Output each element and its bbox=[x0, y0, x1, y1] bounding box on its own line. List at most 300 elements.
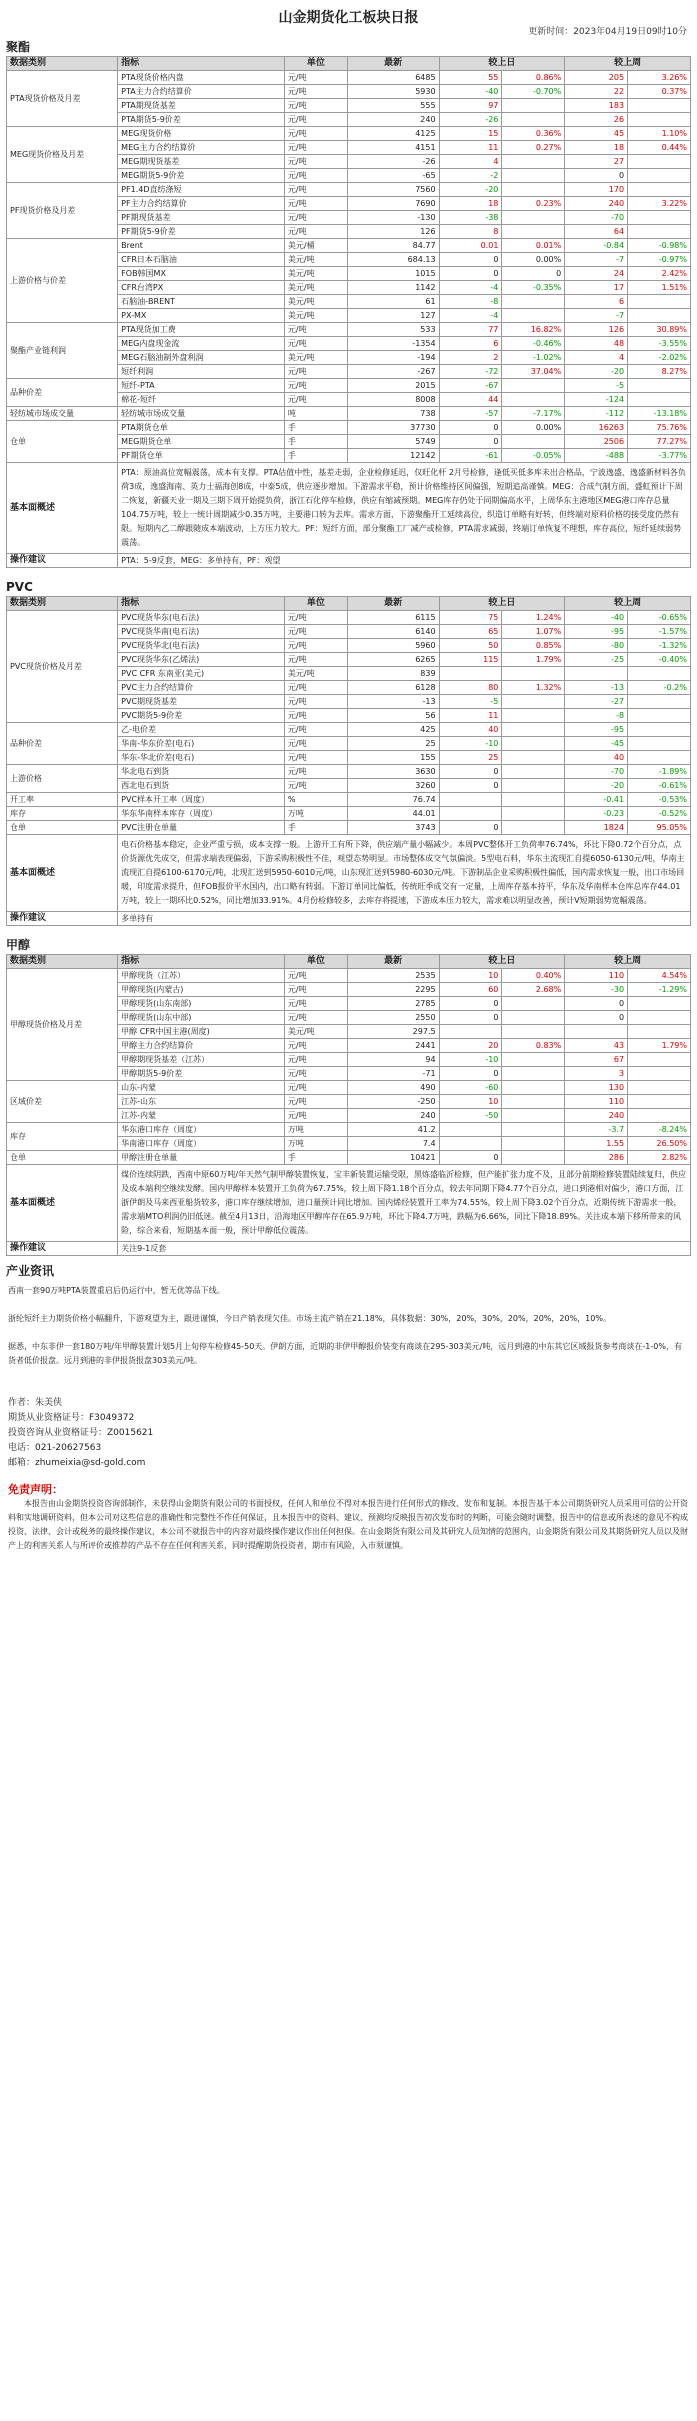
latest-value: 4125 bbox=[347, 127, 439, 141]
category-cell: PTA现货价格及月差 bbox=[7, 71, 118, 127]
latest-value: 155 bbox=[347, 751, 439, 765]
day-change: -40 bbox=[439, 85, 502, 99]
indicator-cell: PTA期现货基差 bbox=[118, 99, 285, 113]
latest-value: 4151 bbox=[347, 141, 439, 155]
suggest-text: 关注9-1反套 bbox=[118, 1242, 691, 1256]
week-change-pct bbox=[628, 295, 691, 309]
unit-cell: 元/吨 bbox=[284, 323, 347, 337]
day-change bbox=[439, 1137, 502, 1151]
column-header: 较上日 bbox=[439, 57, 565, 71]
latest-value: 6115 bbox=[347, 611, 439, 625]
category-cell: 品种价差 bbox=[7, 723, 118, 765]
week-change-pct: 30.89% bbox=[628, 323, 691, 337]
unit-cell: 元/吨 bbox=[284, 997, 347, 1011]
category-cell: 区域价差 bbox=[7, 1081, 118, 1123]
indicator-cell: 甲醇现货(山东南部) bbox=[118, 997, 285, 1011]
week-change-pct bbox=[628, 169, 691, 183]
week-change: -5 bbox=[565, 379, 628, 393]
day-change: 0 bbox=[439, 267, 502, 281]
day-change: -4 bbox=[439, 281, 502, 295]
indicator-cell: 华北电石到货 bbox=[118, 765, 285, 779]
day-change: 55 bbox=[439, 71, 502, 85]
latest-value: 1015 bbox=[347, 267, 439, 281]
author-line: 电话：021-20627563 bbox=[8, 1443, 102, 1453]
day-change: 11 bbox=[439, 709, 502, 723]
day-change: 4 bbox=[439, 155, 502, 169]
summary-row bbox=[7, 1165, 691, 1242]
day-change-pct bbox=[502, 1151, 565, 1165]
week-change: -124 bbox=[565, 393, 628, 407]
week-change-pct: -13.18% bbox=[628, 407, 691, 421]
day-change-pct: 0.83% bbox=[502, 1039, 565, 1053]
table-row bbox=[7, 127, 691, 141]
day-change-pct bbox=[502, 1081, 565, 1095]
unit-cell: 手 bbox=[284, 435, 347, 449]
week-change-pct bbox=[628, 113, 691, 127]
week-change-pct bbox=[628, 1081, 691, 1095]
day-change: -5 bbox=[439, 695, 502, 709]
week-change: -7 bbox=[565, 309, 628, 323]
category-cell: 上游价格 bbox=[7, 765, 118, 793]
latest-value: 2441 bbox=[347, 1039, 439, 1053]
unit-cell: 万吨 bbox=[284, 807, 347, 821]
unit-cell: 元/吨 bbox=[284, 379, 347, 393]
latest-value: 7690 bbox=[347, 197, 439, 211]
indicator-cell: FOB韩国MX bbox=[118, 267, 285, 281]
week-change: -95 bbox=[565, 625, 628, 639]
week-change-pct: 4.54% bbox=[628, 969, 691, 983]
week-change-pct bbox=[628, 393, 691, 407]
week-change: -3.7 bbox=[565, 1123, 628, 1137]
day-change: -72 bbox=[439, 365, 502, 379]
column-header: 较上日 bbox=[439, 955, 565, 969]
indicator-cell: PF期现货基差 bbox=[118, 211, 285, 225]
week-change-pct: 75.76% bbox=[628, 421, 691, 435]
day-change: 18 bbox=[439, 197, 502, 211]
unit-cell: 元/吨 bbox=[284, 127, 347, 141]
week-change: 130 bbox=[565, 1081, 628, 1095]
week-change: -13 bbox=[565, 681, 628, 695]
day-change: -4 bbox=[439, 309, 502, 323]
day-change bbox=[439, 667, 502, 681]
table-row bbox=[7, 239, 691, 253]
column-header: 最新 bbox=[347, 57, 439, 71]
unit-cell: 元/吨 bbox=[284, 1011, 347, 1025]
unit-cell: 元/吨 bbox=[284, 1109, 347, 1123]
week-change: 110 bbox=[565, 969, 628, 983]
unit-cell: 元/吨 bbox=[284, 681, 347, 695]
author-line: 邮箱：zhumeixia@sd-gold.com bbox=[8, 1458, 146, 1468]
day-change: 40 bbox=[439, 723, 502, 737]
author-block bbox=[6, 1386, 691, 1481]
unit-cell: 美元/吨 bbox=[284, 281, 347, 295]
week-change: 4 bbox=[565, 351, 628, 365]
day-change bbox=[439, 1123, 502, 1137]
week-change-pct: -0.65% bbox=[628, 611, 691, 625]
latest-value: 25 bbox=[347, 737, 439, 751]
unit-cell: 美元/吨 bbox=[284, 253, 347, 267]
section-title: 甲醇 bbox=[6, 938, 31, 952]
column-header: 指标 bbox=[118, 57, 285, 71]
latest-value: 7560 bbox=[347, 183, 439, 197]
day-change: 0 bbox=[439, 1067, 502, 1081]
news-block bbox=[6, 1280, 691, 1386]
data-table bbox=[6, 56, 691, 568]
week-change-pct bbox=[628, 737, 691, 751]
indicator-cell: PVC现货华南(电石法) bbox=[118, 625, 285, 639]
category-cell: 库存 bbox=[7, 1123, 118, 1151]
day-change-pct bbox=[502, 667, 565, 681]
sections-container bbox=[6, 38, 691, 1256]
day-change: -2 bbox=[439, 169, 502, 183]
latest-value: -267 bbox=[347, 365, 439, 379]
week-change: 1824 bbox=[565, 821, 628, 835]
day-change: 44 bbox=[439, 393, 502, 407]
latest-value: 533 bbox=[347, 323, 439, 337]
category-cell: 开工率 bbox=[7, 793, 118, 807]
latest-value: -250 bbox=[347, 1095, 439, 1109]
week-change-pct bbox=[628, 667, 691, 681]
unit-cell: 手 bbox=[284, 821, 347, 835]
week-change-pct bbox=[628, 225, 691, 239]
unit-cell: 元/吨 bbox=[284, 1039, 347, 1053]
table-row bbox=[7, 183, 691, 197]
day-change: 0 bbox=[439, 421, 502, 435]
day-change-pct bbox=[502, 997, 565, 1011]
latest-value: 2550 bbox=[347, 1011, 439, 1025]
unit-cell: 元/吨 bbox=[284, 653, 347, 667]
day-change-pct: 37.04% bbox=[502, 365, 565, 379]
day-change-pct bbox=[502, 765, 565, 779]
week-change-pct: 1.10% bbox=[628, 127, 691, 141]
unit-cell: 元/吨 bbox=[284, 1053, 347, 1067]
week-change-pct bbox=[628, 1095, 691, 1109]
suggest-row bbox=[7, 912, 691, 926]
indicator-cell: 棉花-短纤 bbox=[118, 393, 285, 407]
latest-value: 1142 bbox=[347, 281, 439, 295]
day-change: 80 bbox=[439, 681, 502, 695]
week-change-pct: 26.50% bbox=[628, 1137, 691, 1151]
day-change-pct: 0.23% bbox=[502, 197, 565, 211]
summary-label: 基本面概述 bbox=[7, 835, 118, 912]
day-change: 8 bbox=[439, 225, 502, 239]
suggest-label: 操作建议 bbox=[7, 912, 118, 926]
week-change-pct: 3.26% bbox=[628, 71, 691, 85]
week-change: -40 bbox=[565, 611, 628, 625]
week-change: 286 bbox=[565, 1151, 628, 1165]
table-row bbox=[7, 323, 691, 337]
day-change-pct: -0.05% bbox=[502, 449, 565, 463]
week-change-pct bbox=[628, 379, 691, 393]
day-change bbox=[439, 807, 502, 821]
table-row bbox=[7, 1151, 691, 1165]
day-change-pct bbox=[502, 1095, 565, 1109]
week-change-pct bbox=[628, 183, 691, 197]
indicator-cell: PTA期货仓单 bbox=[118, 421, 285, 435]
unit-cell: 元/吨 bbox=[284, 99, 347, 113]
day-change-pct bbox=[502, 295, 565, 309]
unit-cell: 元/吨 bbox=[284, 779, 347, 793]
latest-value: 2535 bbox=[347, 969, 439, 983]
indicator-cell: 华南港口库存（周度） bbox=[118, 1137, 285, 1151]
suggest-text: PTA：5-9反套，MEG：多单持有，PF：观望 bbox=[118, 554, 691, 568]
day-change-pct bbox=[502, 751, 565, 765]
day-change: 0 bbox=[439, 779, 502, 793]
day-change-pct: -7.17% bbox=[502, 407, 565, 421]
category-cell: 仓单 bbox=[7, 821, 118, 835]
latest-value: -194 bbox=[347, 351, 439, 365]
week-change: -45 bbox=[565, 737, 628, 751]
indicator-cell: 短纤利润 bbox=[118, 365, 285, 379]
indicator-cell: PVC注册仓单量 bbox=[118, 821, 285, 835]
indicator-cell: 山东-内蒙 bbox=[118, 1081, 285, 1095]
news-title: 产业资讯 bbox=[6, 1264, 55, 1278]
day-change: 11 bbox=[439, 141, 502, 155]
indicator-cell: MEG内盘现金流 bbox=[118, 337, 285, 351]
week-change-pct: -1.32% bbox=[628, 639, 691, 653]
week-change: 43 bbox=[565, 1039, 628, 1053]
week-change-pct: 3.22% bbox=[628, 197, 691, 211]
indicator-cell: PF期货5-9价差 bbox=[118, 225, 285, 239]
table-row bbox=[7, 71, 691, 85]
category-cell: MEG现货价格及月差 bbox=[7, 127, 118, 183]
day-change: -60 bbox=[439, 1081, 502, 1095]
latest-value: -26 bbox=[347, 155, 439, 169]
latest-value: 6265 bbox=[347, 653, 439, 667]
latest-value: 5960 bbox=[347, 639, 439, 653]
latest-value: -71 bbox=[347, 1067, 439, 1081]
unit-cell: 元/吨 bbox=[284, 611, 347, 625]
day-change: 0 bbox=[439, 765, 502, 779]
week-change: 183 bbox=[565, 99, 628, 113]
indicator-cell: 甲醇现货(内蒙古) bbox=[118, 983, 285, 997]
table-row bbox=[7, 793, 691, 807]
day-change-pct bbox=[502, 1137, 565, 1151]
week-change-pct: 8.27% bbox=[628, 365, 691, 379]
unit-cell: 元/吨 bbox=[284, 695, 347, 709]
week-change: 0 bbox=[565, 169, 628, 183]
table-row bbox=[7, 407, 691, 421]
day-change: -57 bbox=[439, 407, 502, 421]
indicator-cell: MEG期货仓单 bbox=[118, 435, 285, 449]
indicator-cell: PF主力合约结算价 bbox=[118, 197, 285, 211]
day-change: 0 bbox=[439, 997, 502, 1011]
update-time: 更新时间：2023年04月19日09时10分 bbox=[528, 27, 687, 37]
week-change: 24 bbox=[565, 267, 628, 281]
unit-cell: 元/吨 bbox=[284, 183, 347, 197]
day-change: 0 bbox=[439, 435, 502, 449]
indicator-cell: 甲醇期货5-9价差 bbox=[118, 1067, 285, 1081]
latest-value: 297.5 bbox=[347, 1025, 439, 1039]
indicator-cell: 短纤-PTA bbox=[118, 379, 285, 393]
unit-cell: 元/吨 bbox=[284, 169, 347, 183]
day-change-pct: -1.02% bbox=[502, 351, 565, 365]
week-change: -25 bbox=[565, 653, 628, 667]
day-change: -67 bbox=[439, 379, 502, 393]
week-change-pct: -0.40% bbox=[628, 653, 691, 667]
suggest-text: 多单持有 bbox=[118, 912, 691, 926]
unit-cell: 吨 bbox=[284, 407, 347, 421]
unit-cell: 美元/桶 bbox=[284, 239, 347, 253]
day-change: 0 bbox=[439, 253, 502, 267]
indicator-cell: 华南-华东价差(电石) bbox=[118, 737, 285, 751]
week-change-pct: 77.27% bbox=[628, 435, 691, 449]
unit-cell: 手 bbox=[284, 449, 347, 463]
unit-cell: 元/吨 bbox=[284, 1081, 347, 1095]
day-change-pct bbox=[502, 695, 565, 709]
day-change: -26 bbox=[439, 113, 502, 127]
week-change-pct: -0.61% bbox=[628, 779, 691, 793]
latest-value: -130 bbox=[347, 211, 439, 225]
column-header: 较上周 bbox=[565, 597, 691, 611]
day-change: 60 bbox=[439, 983, 502, 997]
day-change-pct bbox=[502, 737, 565, 751]
indicator-cell: MEG现货价格 bbox=[118, 127, 285, 141]
day-change-pct: 16.82% bbox=[502, 323, 565, 337]
week-change: 48 bbox=[565, 337, 628, 351]
table-row bbox=[7, 807, 691, 821]
news-item: 浙纶短纤主力期货价格小幅翻升，下游观望为主，跟进谨慎，今日产销表现欠佳。市场主流产销在21.18%，具体数据：30%，20%，30%，20%，20%，20%，10%。 bbox=[8, 1314, 611, 1323]
week-change-pct: -0.52% bbox=[628, 807, 691, 821]
day-change-pct bbox=[502, 1067, 565, 1081]
indicator-cell: PVC主力合约结算价 bbox=[118, 681, 285, 695]
week-change: 0 bbox=[565, 997, 628, 1011]
day-change-pct bbox=[502, 183, 565, 197]
week-change: 1.55 bbox=[565, 1137, 628, 1151]
unit-cell: 美元/吨 bbox=[284, 267, 347, 281]
week-change-pct: -0.2% bbox=[628, 681, 691, 695]
day-change-pct bbox=[502, 1123, 565, 1137]
indicator-cell: 华东华南样本库存（周度） bbox=[118, 807, 285, 821]
day-change: -61 bbox=[439, 449, 502, 463]
week-change-pct bbox=[628, 211, 691, 225]
column-header: 单位 bbox=[284, 955, 347, 969]
week-change: 110 bbox=[565, 1095, 628, 1109]
week-change: -8 bbox=[565, 709, 628, 723]
week-change: 18 bbox=[565, 141, 628, 155]
indicator-cell: 甲醇期现货基差（江苏） bbox=[118, 1053, 285, 1067]
day-change-pct bbox=[502, 379, 565, 393]
week-change: -0.84 bbox=[565, 239, 628, 253]
unit-cell: 美元/吨 bbox=[284, 1025, 347, 1039]
indicator-cell: PTA现货加工费 bbox=[118, 323, 285, 337]
latest-value: 3743 bbox=[347, 821, 439, 835]
day-change-pct bbox=[502, 435, 565, 449]
category-cell: 上游价格与价差 bbox=[7, 239, 118, 323]
week-change bbox=[565, 667, 628, 681]
summary-row bbox=[7, 835, 691, 912]
category-cell: PVC现货价格及月差 bbox=[7, 611, 118, 723]
table-row bbox=[7, 1081, 691, 1095]
day-change-pct bbox=[502, 1053, 565, 1067]
unit-cell: 元/吨 bbox=[284, 365, 347, 379]
week-change-pct: -0.98% bbox=[628, 239, 691, 253]
unit-cell: 元/吨 bbox=[284, 969, 347, 983]
day-change bbox=[439, 1025, 502, 1039]
unit-cell: 元/吨 bbox=[284, 337, 347, 351]
week-change: 22 bbox=[565, 85, 628, 99]
indicator-cell: 轻纺城市场成交量 bbox=[118, 407, 285, 421]
day-change-pct: 0 bbox=[502, 267, 565, 281]
week-change: 0 bbox=[565, 1011, 628, 1025]
week-change: 27 bbox=[565, 155, 628, 169]
unit-cell: 元/吨 bbox=[284, 85, 347, 99]
day-change-pct bbox=[502, 807, 565, 821]
indicator-cell: PVC期现货基差 bbox=[118, 695, 285, 709]
week-change-pct bbox=[628, 723, 691, 737]
indicator-cell: PF1.4D直纺涤短 bbox=[118, 183, 285, 197]
week-change-pct: 1.51% bbox=[628, 281, 691, 295]
day-change: 2 bbox=[439, 351, 502, 365]
week-change: 16263 bbox=[565, 421, 628, 435]
day-change-pct bbox=[502, 793, 565, 807]
category-cell: 轻纺城市场成交量 bbox=[7, 407, 118, 421]
summary-row bbox=[7, 463, 691, 554]
day-change: -10 bbox=[439, 737, 502, 751]
week-change-pct bbox=[628, 1067, 691, 1081]
category-cell: 库存 bbox=[7, 807, 118, 821]
latest-value: 555 bbox=[347, 99, 439, 113]
indicator-cell: PF期货仓单 bbox=[118, 449, 285, 463]
table-row bbox=[7, 379, 691, 393]
unit-cell: 美元/吨 bbox=[284, 667, 347, 681]
day-change-pct bbox=[502, 99, 565, 113]
news-item: 据悉，中东非伊一套180万吨/年甲醇装置计划5月上旬停车检修45-50天。伊朗方面，近期的非伊甲醇报价装变有商谈在295-303美元/吨，远月到港的中东其它区域报货参考商谈在-1-0%，有货者低价报盘。远月到港的非伊报货报盘303美元/吨。 bbox=[8, 1342, 682, 1365]
week-change: 17 bbox=[565, 281, 628, 295]
day-change-pct bbox=[502, 155, 565, 169]
day-change-pct: 0.40% bbox=[502, 969, 565, 983]
indicator-cell: 甲醇主力合约结算价 bbox=[118, 1039, 285, 1053]
latest-value: 56 bbox=[347, 709, 439, 723]
week-change: 170 bbox=[565, 183, 628, 197]
latest-value: 425 bbox=[347, 723, 439, 737]
day-change-pct bbox=[502, 1025, 565, 1039]
data-table bbox=[6, 596, 691, 926]
day-change-pct: 1.32% bbox=[502, 681, 565, 695]
week-change: -70 bbox=[565, 211, 628, 225]
indicator-cell: 西北电石到货 bbox=[118, 779, 285, 793]
latest-value: 5749 bbox=[347, 435, 439, 449]
latest-value: 6485 bbox=[347, 71, 439, 85]
day-change-pct bbox=[502, 113, 565, 127]
indicator-cell: CFR日本石脑油 bbox=[118, 253, 285, 267]
category-cell: PF现货价格及月差 bbox=[7, 183, 118, 239]
unit-cell: 手 bbox=[284, 421, 347, 435]
table-header-row bbox=[7, 57, 691, 71]
week-change: -80 bbox=[565, 639, 628, 653]
column-header: 最新 bbox=[347, 955, 439, 969]
table-row bbox=[7, 611, 691, 625]
unit-cell: 元/吨 bbox=[284, 393, 347, 407]
week-change: 126 bbox=[565, 323, 628, 337]
day-change-pct bbox=[502, 211, 565, 225]
latest-value: 126 bbox=[347, 225, 439, 239]
unit-cell: 元/吨 bbox=[284, 751, 347, 765]
day-change: 97 bbox=[439, 99, 502, 113]
day-change: 77 bbox=[439, 323, 502, 337]
section-title: PVC bbox=[6, 580, 33, 594]
week-change: -0.23 bbox=[565, 807, 628, 821]
latest-value: 490 bbox=[347, 1081, 439, 1095]
unit-cell: 万吨 bbox=[284, 1137, 347, 1151]
disclaimer-title: 免责声明： bbox=[8, 1483, 63, 1496]
column-header: 较上日 bbox=[439, 597, 565, 611]
latest-value: 6140 bbox=[347, 625, 439, 639]
summary-label: 基本面概述 bbox=[7, 1165, 118, 1242]
day-change: 0 bbox=[439, 821, 502, 835]
week-change-pct: 0.37% bbox=[628, 85, 691, 99]
indicator-cell: 华东-华北价差(电石) bbox=[118, 751, 285, 765]
